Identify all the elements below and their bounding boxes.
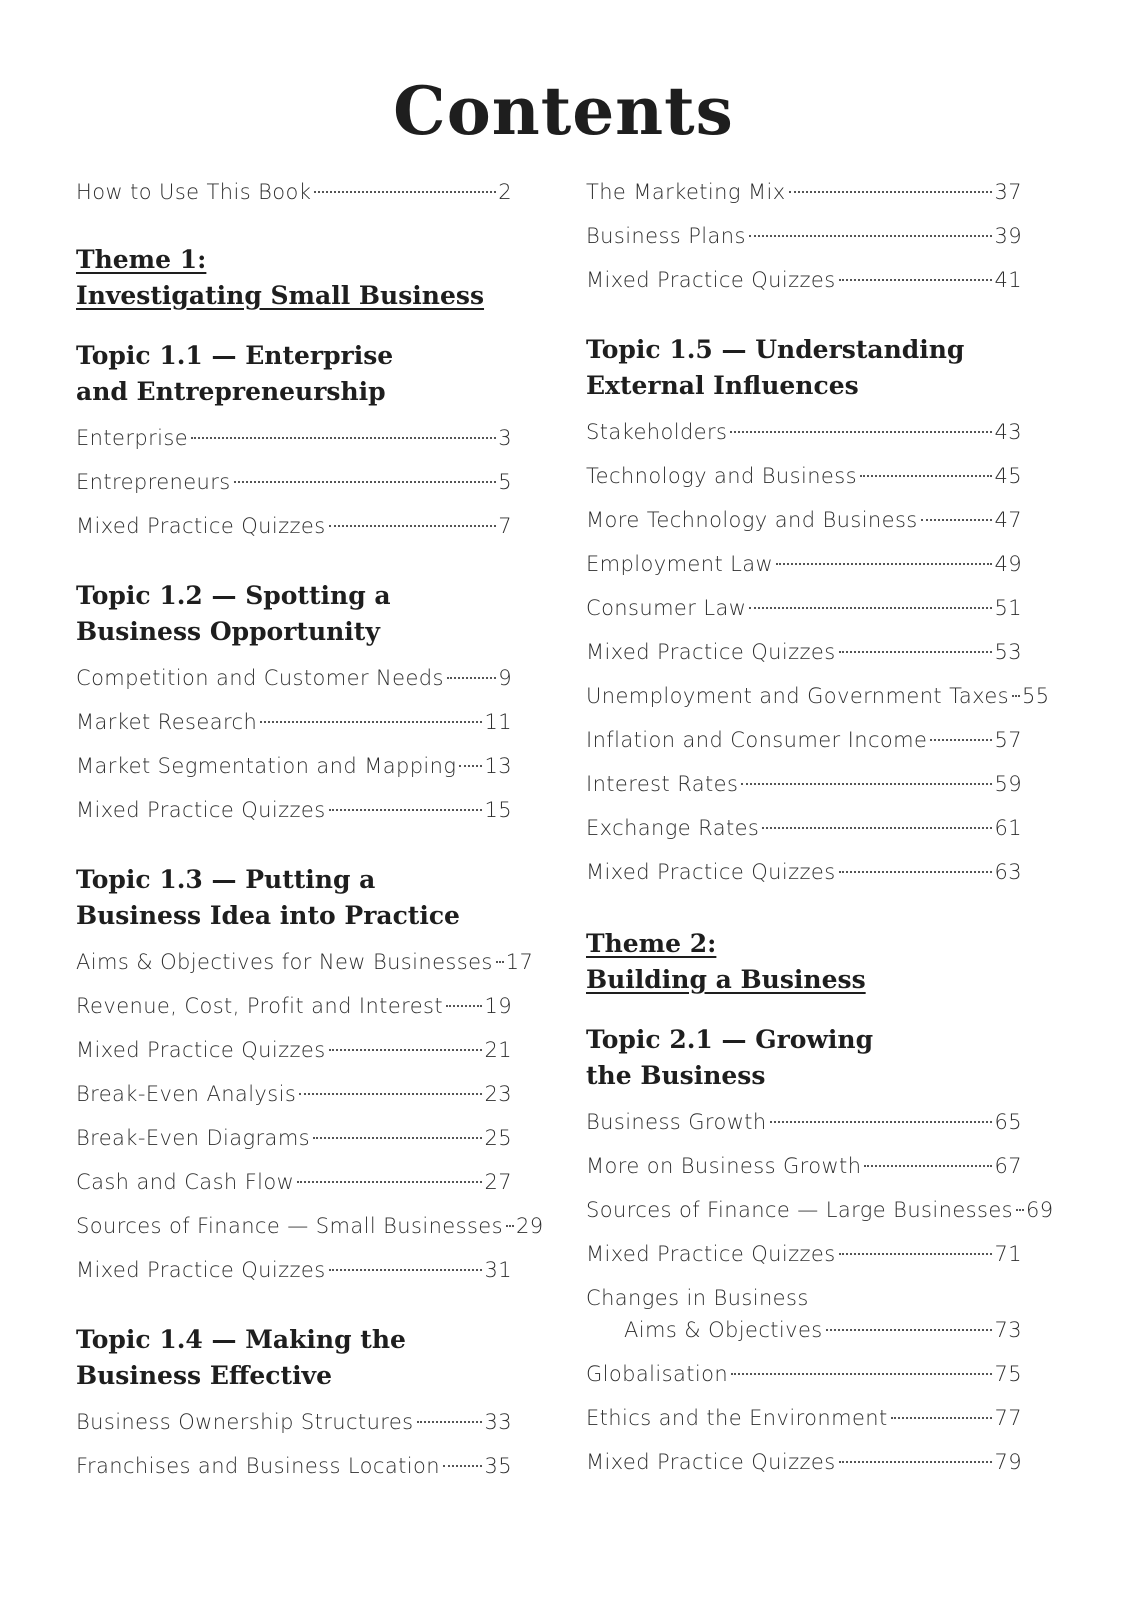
topic-heading-line: Topic 1.5 — Understanding [586, 335, 965, 364]
toc-entry-page: 33 [484, 1410, 512, 1434]
dot-leader [234, 481, 497, 483]
toc-entry[interactable] [586, 1276, 1022, 1352]
toc-entry[interactable] [76, 1072, 512, 1116]
toc-entry[interactable] [586, 1352, 1022, 1396]
toc-entry-label: Mixed Practice Quizzes [586, 1450, 836, 1474]
toc-entry-page: 67 [994, 1154, 1022, 1178]
toc-entry-list [76, 170, 512, 214]
dot-leader [459, 765, 482, 767]
dot-leader [930, 739, 992, 741]
toc-entry[interactable] [586, 1188, 1054, 1232]
toc-entry-label: Interest Rates [586, 772, 739, 796]
toc-entry-label: Enterprise [76, 426, 189, 450]
toc-entry-label: Market Segmentation and Mapping [76, 754, 457, 778]
dot-leader [776, 563, 992, 565]
toc-entry-page: 59 [994, 772, 1022, 796]
toc-entry[interactable] [586, 718, 1022, 762]
toc-entry-label: More Technology and Business [586, 508, 918, 532]
topic-heading-line: External Influences [586, 371, 859, 400]
toc-entry-label: Aims & Objectives for New Businesses [76, 950, 493, 974]
topic-2-1-heading [586, 1022, 1022, 1094]
toc-entry-label: Stakeholders [586, 420, 728, 444]
toc-entry-page: 29 [515, 1214, 544, 1238]
toc-entry[interactable] [586, 170, 1022, 214]
toc-entry-label: Revenue, Cost, Profit and Interest [76, 994, 444, 1018]
dot-leader [191, 437, 496, 439]
topic-1-1-heading [76, 338, 512, 410]
dot-leader [770, 1121, 993, 1123]
dot-leader [443, 1465, 483, 1467]
toc-entry[interactable] [586, 762, 1022, 806]
toc-entry-label: Business Ownership Structures [76, 1410, 414, 1434]
theme-1-heading [76, 242, 512, 314]
toc-entry-label: Mixed Practice Quizzes [76, 1038, 326, 1062]
toc-entry[interactable] [586, 1144, 1022, 1188]
dot-leader [826, 1329, 993, 1331]
toc-entry-page: 43 [994, 420, 1022, 444]
dot-leader [314, 191, 496, 193]
dot-leader [447, 677, 496, 679]
toc-entry[interactable] [586, 1100, 1022, 1144]
toc-entry-label: Business Growth [586, 1110, 767, 1134]
toc-entry-label: Sources of Finance — Large Businesses [586, 1198, 1013, 1222]
dot-leader [741, 783, 992, 785]
toc-entry[interactable] [586, 630, 1022, 674]
toc-entry[interactable] [586, 850, 1022, 894]
theme-heading-line: Building a Business [586, 965, 866, 994]
toc-entry[interactable] [76, 1248, 512, 1292]
toc-entry-page: 57 [994, 728, 1022, 752]
toc-entry-label: Cash and Cash Flow [76, 1170, 295, 1194]
toc-entry-page: 27 [484, 1170, 512, 1194]
toc-entry-label: Mixed Practice Quizzes [586, 640, 836, 664]
topic-heading-line: Business Idea into Practice [76, 901, 460, 930]
dot-leader [313, 1137, 482, 1139]
toc-entry[interactable] [586, 258, 1022, 302]
dot-leader [1016, 1209, 1024, 1211]
toc-entry[interactable] [76, 984, 512, 1028]
topic-1-2-heading [76, 578, 512, 650]
toc-entry-page: 13 [484, 754, 512, 778]
toc-entry-label: Mixed Practice Quizzes [586, 1242, 836, 1266]
toc-entry-label: How to Use This Book [76, 180, 312, 204]
toc-entry-label: Mixed Practice Quizzes [76, 1258, 326, 1282]
toc-entry-page: 63 [994, 860, 1022, 884]
dot-leader [762, 827, 992, 829]
theme-2-heading [586, 926, 1022, 998]
dot-leader [730, 431, 992, 433]
dot-leader [789, 191, 993, 193]
dot-leader [839, 1461, 993, 1463]
toc-entry-label: Exchange Rates [586, 816, 760, 840]
toc-entry-label: Aims & Objectives [624, 1318, 823, 1342]
toc-entry[interactable] [586, 542, 1022, 586]
toc-entry-page: 61 [994, 816, 1022, 840]
toc-entry-label: Market Research [76, 710, 258, 734]
toc-entry-page: 75 [994, 1362, 1022, 1386]
right-column [586, 170, 1054, 1484]
toc-entry-label: Employment Law [586, 552, 774, 576]
toc-entry-page: 11 [484, 710, 512, 734]
toc-entry[interactable] [76, 656, 512, 700]
topic-heading-line: Business Opportunity [76, 617, 380, 646]
topic-1-5-heading [586, 332, 1022, 404]
toc-entry[interactable] [586, 1232, 1022, 1276]
topic-heading-line: Topic 1.1 — Enterprise [76, 341, 394, 370]
dot-leader [839, 1253, 993, 1255]
page-title: Contents [393, 72, 734, 150]
toc-entry-page: 39 [994, 224, 1022, 248]
topic-heading-line: Topic 1.4 — Making the [76, 1325, 406, 1354]
topic-1-3-heading [76, 862, 512, 934]
dot-leader [506, 1225, 514, 1227]
dot-leader [839, 279, 993, 281]
toc-entry-list [586, 1352, 1022, 1484]
topic-1-4-heading [76, 1322, 512, 1394]
theme-heading-line: Investigating Small Business [76, 281, 485, 310]
dot-leader [921, 519, 993, 521]
toc-entry-list [76, 1400, 512, 1488]
toc-entry-label: Unemployment and Government Taxes [586, 684, 1009, 708]
toc-entry-page: 15 [484, 798, 512, 822]
dot-leader [329, 1269, 483, 1271]
toc-entry-label: Inflation and Consumer Income [586, 728, 928, 752]
topic-heading-line: and Entrepreneurship [76, 377, 386, 406]
toc-entry-label: Mixed Practice Quizzes [76, 798, 326, 822]
toc-entry-page: 17 [505, 950, 534, 974]
dot-leader [446, 1005, 482, 1007]
toc-entry[interactable] [76, 170, 512, 214]
dot-leader [297, 1181, 482, 1183]
toc-entry-label: Competition and Customer Needs [76, 666, 444, 690]
topic-heading-line: Topic 1.3 — Putting a [76, 865, 376, 894]
toc-entry-label: Globalisation [586, 1362, 729, 1386]
toc-entry[interactable] [586, 1440, 1022, 1484]
toc-entry[interactable] [76, 504, 512, 548]
toc-entry-page: 55 [1021, 684, 1050, 708]
toc-entry-label: Consumer Law [586, 596, 747, 620]
dot-leader [749, 235, 993, 237]
dot-leader [860, 475, 993, 477]
toc-entry-list [586, 170, 1022, 302]
toc-entry-page: 45 [994, 464, 1022, 488]
toc-entry[interactable] [586, 674, 1050, 718]
dot-leader [864, 1165, 992, 1167]
toc-entry-page: 49 [994, 552, 1022, 576]
toc-entry-label: Break-Even Analysis [76, 1082, 297, 1106]
toc-entry-page: 65 [994, 1110, 1022, 1134]
toc-entry[interactable] [76, 1400, 512, 1444]
toc-entry[interactable] [76, 1028, 512, 1072]
dot-leader [749, 607, 992, 609]
toc-entry-page: 47 [994, 508, 1022, 532]
toc-entry[interactable] [76, 744, 512, 788]
toc-entry-label: Sources of Finance — Small Businesses [76, 1214, 503, 1238]
theme-heading-line: Theme 2: [586, 929, 717, 958]
toc-entry-page: 37 [994, 180, 1022, 204]
toc-entry[interactable] [586, 1396, 1022, 1440]
toc-entry-page: 35 [484, 1454, 512, 1478]
toc-entry-label: Ethics and the Environment [586, 1406, 888, 1430]
dot-leader [839, 871, 993, 873]
toc-entry-list [586, 1100, 1054, 1276]
toc-entry[interactable] [586, 806, 1022, 850]
toc-entry-page: 7 [498, 514, 512, 538]
toc-entry[interactable] [586, 498, 1022, 542]
topic-heading-line: Business Effective [76, 1361, 332, 1390]
dot-leader [329, 809, 483, 811]
toc-entry-label: Mixed Practice Quizzes [76, 514, 326, 538]
toc-entry[interactable] [76, 1116, 512, 1160]
toc-entry[interactable] [586, 454, 1022, 498]
toc-entry-page: 9 [498, 666, 512, 690]
toc-entry[interactable] [586, 586, 1022, 630]
toc-entry-list [586, 410, 1050, 894]
toc-entry-label: More on Business Growth [586, 1154, 862, 1178]
dot-leader [891, 1417, 993, 1419]
toc-entry-list [76, 940, 544, 1292]
dot-leader [329, 1049, 483, 1051]
toc-entry[interactable] [76, 1444, 512, 1488]
toc-entry-list [76, 416, 512, 548]
toc-entry-page: 21 [484, 1038, 512, 1062]
toc-entry-page: 23 [484, 1082, 512, 1106]
toc-entry[interactable] [586, 410, 1022, 454]
toc-entry-page: 71 [994, 1242, 1022, 1266]
toc-entry-page: 53 [994, 640, 1022, 664]
toc-entry[interactable] [76, 460, 512, 504]
topic-heading-line: Topic 2.1 — Growing [586, 1025, 874, 1054]
toc-entry-label: Mixed Practice Quizzes [586, 268, 836, 292]
toc-entry-page: 25 [484, 1126, 512, 1150]
toc-entry[interactable] [76, 788, 512, 832]
toc-entry-list [76, 656, 512, 832]
toc-entry-page: 41 [994, 268, 1022, 292]
toc-entry-page: 19 [484, 994, 512, 1018]
toc-entry-label: The Marketing Mix [586, 180, 786, 204]
topic-heading-line: Topic 1.2 — Spotting a [76, 581, 391, 610]
dot-leader [839, 651, 993, 653]
toc-entry-label: Break-Even Diagrams [76, 1126, 311, 1150]
topic-heading-line: the Business [586, 1061, 766, 1090]
dot-leader [299, 1093, 482, 1095]
toc-entry[interactable] [76, 1204, 544, 1248]
toc-entry-page: 3 [498, 426, 512, 450]
toc-entry-page: 31 [484, 1258, 512, 1282]
dot-leader [496, 961, 504, 963]
toc-entry[interactable] [76, 940, 534, 984]
dot-leader [329, 525, 497, 527]
dot-leader [1012, 695, 1020, 697]
toc-entry-page: 2 [498, 180, 512, 204]
toc-entry-label: Mixed Practice Quizzes [586, 860, 836, 884]
toc-entry[interactable] [76, 416, 512, 460]
dot-leader [731, 1373, 992, 1375]
dot-leader [260, 721, 482, 723]
toc-entry-page: 5 [498, 470, 512, 494]
toc-entry-page: 77 [994, 1406, 1022, 1430]
toc-entry-label: Franchises and Business Location [76, 1454, 440, 1478]
toc-entry-label: Technology and Business [586, 464, 857, 488]
toc-entry[interactable] [76, 1160, 512, 1204]
toc-entry-page: 73 [994, 1318, 1022, 1342]
toc-entry[interactable] [76, 700, 512, 744]
toc-entry-page: 69 [1026, 1198, 1054, 1222]
toc-entry-page: 51 [994, 596, 1022, 620]
left-column [76, 170, 544, 1488]
dot-leader [417, 1421, 483, 1423]
toc-entry-label: Business Plans [586, 224, 746, 248]
toc-entry-label: Changes in Business [586, 1286, 809, 1310]
toc-entry-label: Entrepreneurs [76, 470, 231, 494]
toc-entry[interactable] [586, 214, 1022, 258]
theme-heading-line: Theme 1: [76, 245, 207, 274]
toc-entry-page: 79 [994, 1450, 1022, 1474]
